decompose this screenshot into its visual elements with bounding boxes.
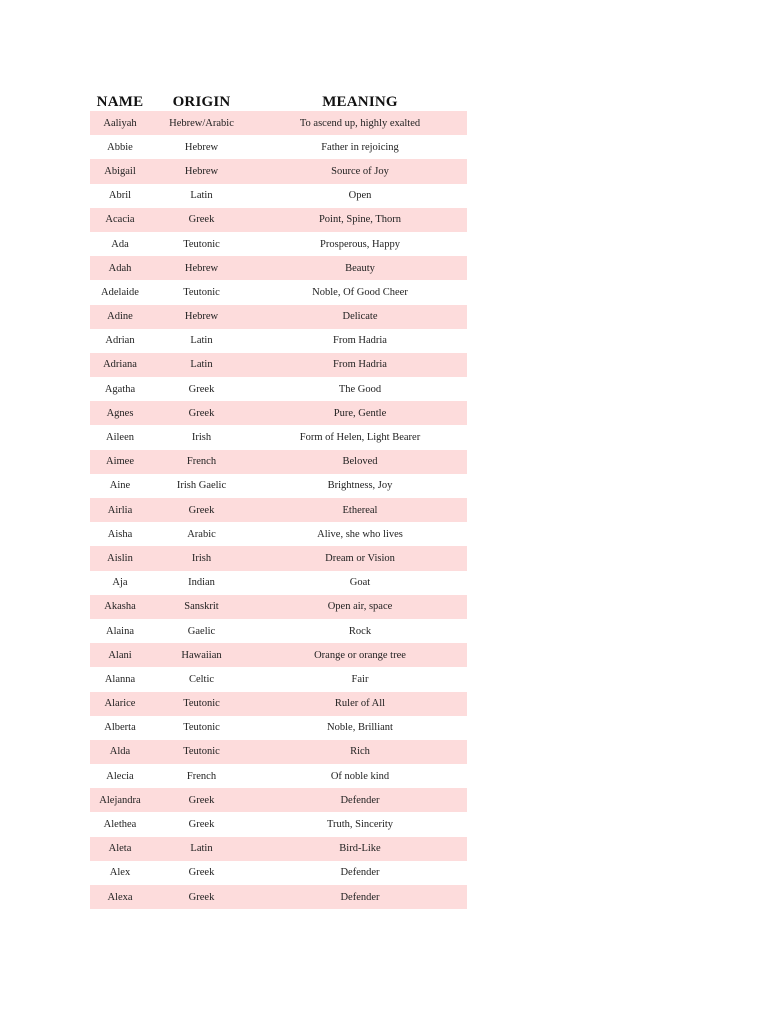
name-cell: Acacia [90, 208, 150, 232]
meaning-cell: Defender [253, 788, 467, 812]
meaning-cell: Of noble kind [253, 764, 467, 788]
table-row [90, 571, 467, 595]
origin-column-header: ORIGIN [172, 94, 231, 110]
meaning-cell: Form of Helen, Light Bearer [253, 425, 467, 449]
meaning-cell: Beauty [253, 256, 467, 280]
name-cell: Agatha [90, 377, 150, 401]
meaning-cell: Noble, Brilliant [253, 716, 467, 740]
name-cell: Alani [90, 643, 150, 667]
name-cell: Alarice [90, 692, 150, 716]
origin-cell: Teutonic [150, 716, 253, 740]
name-cell: Aleta [90, 837, 150, 861]
table-row [90, 184, 467, 208]
names-table [90, 90, 467, 909]
meaning-column-header: MEANING [322, 94, 398, 110]
origin-cell: Hebrew [150, 256, 253, 280]
origin-cell: Greek [150, 377, 253, 401]
table-row [90, 812, 467, 836]
meaning-cell: Ruler of All [253, 692, 467, 716]
table-row [90, 498, 467, 522]
origin-cell: Hebrew [150, 305, 253, 329]
origin-cell: Greek [150, 788, 253, 812]
origin-cell: French [150, 764, 253, 788]
table-row [90, 450, 467, 474]
name-cell: Adah [90, 256, 150, 280]
origin-cell: Greek [150, 498, 253, 522]
meaning-cell: Ethereal [253, 498, 467, 522]
name-cell: Abigail [90, 159, 150, 183]
meaning-cell: Pure, Gentle [253, 401, 467, 425]
meaning-cell: Defender [253, 861, 467, 885]
name-cell: Adrian [90, 329, 150, 353]
meaning-cell: Defender [253, 885, 467, 909]
name-cell: Alaina [90, 619, 150, 643]
origin-cell: Hebrew [150, 159, 253, 183]
name-cell: Aileen [90, 425, 150, 449]
table-row [90, 159, 467, 183]
meaning-cell: Truth, Sincerity [253, 812, 467, 836]
origin-cell: Teutonic [150, 740, 253, 764]
table-body [90, 111, 467, 909]
table-header [90, 90, 467, 111]
name-cell: Aislin [90, 546, 150, 570]
table-row [90, 425, 467, 449]
table-row [90, 546, 467, 570]
meaning-cell: Open [253, 184, 467, 208]
origin-cell: Teutonic [150, 280, 253, 304]
name-cell: Abril [90, 184, 150, 208]
name-cell: Aaliyah [90, 111, 150, 135]
origin-cell: Latin [150, 329, 253, 353]
table-row [90, 256, 467, 280]
origin-cell: Teutonic [150, 692, 253, 716]
name-cell: Alejandra [90, 788, 150, 812]
table-row [90, 135, 467, 159]
meaning-cell: Brightness, Joy [253, 474, 467, 498]
table-row [90, 619, 467, 643]
table-row [90, 208, 467, 232]
origin-cell: Irish [150, 425, 253, 449]
origin-cell: Teutonic [150, 232, 253, 256]
name-cell: Aimee [90, 450, 150, 474]
name-cell: Alberta [90, 716, 150, 740]
origin-cell: Irish [150, 546, 253, 570]
name-cell: Alethea [90, 812, 150, 836]
meaning-cell: Beloved [253, 450, 467, 474]
name-cell: Aja [90, 571, 150, 595]
meaning-cell: Prosperous, Happy [253, 232, 467, 256]
name-cell: Alecia [90, 764, 150, 788]
table-row [90, 595, 467, 619]
name-cell: Alex [90, 861, 150, 885]
name-cell: Adine [90, 305, 150, 329]
name-cell: Adriana [90, 353, 150, 377]
origin-cell: Arabic [150, 522, 253, 546]
meaning-cell: Noble, Of Good Cheer [253, 280, 467, 304]
table-row [90, 692, 467, 716]
origin-cell: Latin [150, 837, 253, 861]
meaning-cell: Goat [253, 571, 467, 595]
table-row [90, 643, 467, 667]
meaning-cell: Alive, she who lives [253, 522, 467, 546]
origin-cell: Greek [150, 861, 253, 885]
table-row [90, 837, 467, 861]
origin-cell: Irish Gaelic [150, 474, 253, 498]
origin-cell: Hebrew [150, 135, 253, 159]
origin-cell: Hebrew/Arabic [150, 111, 253, 135]
name-cell: Akasha [90, 595, 150, 619]
table-row [90, 353, 467, 377]
origin-cell: Sanskrit [150, 595, 253, 619]
table-row [90, 861, 467, 885]
name-cell: Alanna [90, 667, 150, 691]
table-row [90, 280, 467, 304]
meaning-cell: Rock [253, 619, 467, 643]
table-row [90, 740, 467, 764]
table-row [90, 885, 467, 909]
table-row [90, 667, 467, 691]
meaning-cell: Bird-Like [253, 837, 467, 861]
meaning-cell: Delicate [253, 305, 467, 329]
meaning-cell: Rich [253, 740, 467, 764]
origin-cell: Greek [150, 208, 253, 232]
meaning-cell: Dream or Vision [253, 546, 467, 570]
meaning-cell: From Hadria [253, 353, 467, 377]
name-cell: Ada [90, 232, 150, 256]
name-cell: Alexa [90, 885, 150, 909]
name-cell: Aisha [90, 522, 150, 546]
meaning-cell: The Good [253, 377, 467, 401]
meaning-cell: Open air, space [253, 595, 467, 619]
header-row [90, 90, 467, 111]
origin-cell: Gaelic [150, 619, 253, 643]
origin-cell: Greek [150, 401, 253, 425]
table-row [90, 788, 467, 812]
table-row [90, 522, 467, 546]
meaning-cell: Orange or orange tree [253, 643, 467, 667]
meaning-cell: Point, Spine, Thorn [253, 208, 467, 232]
name-cell: Abbie [90, 135, 150, 159]
table-row [90, 305, 467, 329]
table-row [90, 232, 467, 256]
table-row [90, 474, 467, 498]
name-cell: Airlia [90, 498, 150, 522]
origin-cell: Indian [150, 571, 253, 595]
meaning-cell: Fair [253, 667, 467, 691]
name-cell: Aine [90, 474, 150, 498]
origin-cell: Celtic [150, 667, 253, 691]
origin-cell: Greek [150, 812, 253, 836]
meaning-cell: Source of Joy [253, 159, 467, 183]
table-row [90, 377, 467, 401]
table-row [90, 764, 467, 788]
origin-cell: Latin [150, 184, 253, 208]
origin-cell: Greek [150, 885, 253, 909]
name-column-header: NAME [96, 94, 144, 110]
name-cell: Agnes [90, 401, 150, 425]
name-cell: Alda [90, 740, 150, 764]
table-row [90, 329, 467, 353]
table-row [90, 716, 467, 740]
origin-cell: Hawaiian [150, 643, 253, 667]
table-row [90, 111, 467, 135]
name-cell: Adelaide [90, 280, 150, 304]
origin-cell: French [150, 450, 253, 474]
origin-cell: Latin [150, 353, 253, 377]
meaning-cell: Father in rejoicing [253, 135, 467, 159]
meaning-cell: To ascend up, highly exalted [253, 111, 467, 135]
meaning-cell: From Hadria [253, 329, 467, 353]
table-row [90, 401, 467, 425]
